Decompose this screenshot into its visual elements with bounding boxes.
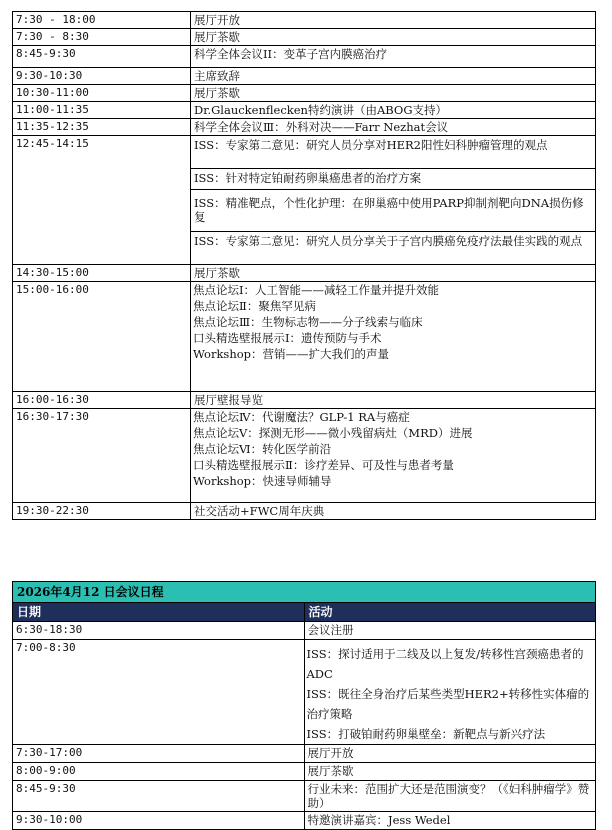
activity-cell: 科学全体会议Ⅲ：外科对决——Farr Nezhat会议 bbox=[191, 119, 596, 136]
table-row bbox=[13, 640, 596, 745]
column-header-activity: 活动 bbox=[304, 603, 596, 622]
forum-session: 口头精选壁报展示I：遗传预防与手术 bbox=[193, 331, 382, 345]
iss-sessions-cell bbox=[191, 136, 596, 265]
activity-cell: 展厅茶歇 bbox=[304, 763, 596, 781]
table-row bbox=[13, 265, 596, 282]
table-row bbox=[13, 392, 596, 409]
time-cell: 11:00-11:35 bbox=[13, 102, 191, 119]
time-cell: 7:00-8:30 bbox=[13, 640, 305, 745]
time-cell: 11:35-12:35 bbox=[13, 119, 191, 136]
activity-cell: 展厅茶歇 bbox=[191, 265, 596, 282]
table-title: 2026年4月12 日会议日程 bbox=[13, 582, 596, 603]
iss-session: ISS：专家第二意见：研究人员分享关于子宫内膜癌免疫疗法最佳实践的观点 bbox=[194, 234, 583, 248]
table-row bbox=[13, 503, 596, 520]
forum-session: Workshop：营销——扩大我们的声量 bbox=[193, 347, 390, 361]
time-cell: 7:30-17:00 bbox=[13, 745, 305, 763]
time-cell: 10:30-11:00 bbox=[13, 85, 191, 102]
time-cell: 15:00-16:00 bbox=[13, 282, 191, 392]
activity-cell: 行业未来：范围扩大还是范围演变？（《妇科肿瘤学》赞助） bbox=[304, 781, 596, 812]
forum-session: 焦点论坛Ⅲ：生物标志物——分子线索与临床 bbox=[193, 315, 423, 329]
schedule-table-day2 bbox=[12, 581, 596, 830]
time-cell: 12:45-14:15 bbox=[13, 136, 191, 265]
table-row bbox=[13, 622, 596, 640]
forum-session: Workshop：快速导师辅导 bbox=[193, 474, 332, 488]
forum-session: 焦点论坛V：探测无形——微小残留病灶（MRD）进展 bbox=[193, 426, 473, 440]
forum-session: 焦点论坛Ⅳ：代谢魔法？GLP-1 RA与癌症 bbox=[193, 410, 410, 424]
table-row bbox=[13, 136, 596, 265]
time-cell: 9:30-10:30 bbox=[13, 68, 191, 85]
iss-session: ISS：针对特定铂耐药卵巢癌患者的治疗方案 bbox=[191, 169, 595, 190]
table-title-row bbox=[13, 582, 596, 603]
activity-cell: 社交活动+FWC周年庆典 bbox=[191, 503, 596, 520]
iss-session: ISS：打破铂耐药卵巢壁垒：新靶点与新兴疗法 bbox=[306, 727, 546, 741]
iss-session: ISS：专家第二意见：研究人员分享对HER2阳性妇科肿瘤管理的观点 bbox=[191, 136, 595, 169]
time-cell: 7:30 - 18:00 bbox=[13, 12, 191, 29]
time-cell: 8:00-9:00 bbox=[13, 763, 305, 781]
time-cell: 8:45-9:30 bbox=[13, 46, 191, 68]
table-row bbox=[13, 409, 596, 503]
time-cell: 19:30-22:30 bbox=[13, 503, 191, 520]
forum-sessions-cell bbox=[191, 282, 596, 392]
iss-sessions-cell bbox=[304, 640, 596, 745]
forum-session: 焦点论坛Ⅱ：聚焦罕见病 bbox=[193, 299, 316, 313]
table-header-row bbox=[13, 603, 596, 622]
table-row bbox=[13, 781, 596, 812]
column-header-date: 日期 bbox=[13, 603, 305, 622]
activity-cell: 展厅壁报导览 bbox=[191, 392, 596, 409]
activity-cell: 会议注册 bbox=[304, 622, 596, 640]
activity-cell: Dr.Glauckenflecken特约演讲（由ABOG支持） bbox=[191, 102, 596, 119]
forum-session: 焦点论坛I：人工智能——减轻工作量并提升效能 bbox=[193, 283, 440, 297]
forum-session: 口头精选壁报展示Ⅱ：诊疗差异、可及性与患者考量 bbox=[193, 458, 454, 472]
table-row bbox=[13, 102, 596, 119]
activity-cell: 科学全体会议II：变革子宫内膜癌治疗 bbox=[191, 46, 596, 68]
table-row bbox=[13, 763, 596, 781]
time-cell: 9:30-10:00 bbox=[13, 812, 305, 830]
activity-cell: 主席致辞 bbox=[191, 68, 596, 85]
table-row bbox=[13, 12, 596, 29]
forum-session: 焦点论坛Ⅵ：转化医学前沿 bbox=[193, 442, 332, 456]
iss-session: ISS：既往全身治疗后某些类型HER2+转移性实体瘤的治疗策略 bbox=[306, 687, 590, 721]
activity-cell: 展厅开放 bbox=[191, 12, 596, 29]
time-cell: 6:30-18:30 bbox=[13, 622, 305, 640]
activity-cell: 特邀演讲嘉宾：Jess Wedel bbox=[304, 812, 596, 830]
forum-sessions-cell bbox=[191, 409, 596, 503]
table-row bbox=[13, 68, 596, 85]
table-row bbox=[13, 29, 596, 46]
activity-cell: 展厅茶歇 bbox=[191, 29, 596, 46]
iss-session: ISS：探讨适用于二线及以上复发/转移性宫颈癌患者的ADC bbox=[306, 647, 584, 681]
table-row bbox=[13, 282, 596, 392]
table-row bbox=[13, 812, 596, 830]
iss-session: ISS：精准靶点，个性化护理：在卵巢癌中使用PARP抑制剂靶向DNA损伤修复 bbox=[191, 190, 595, 232]
time-cell: 16:30-17:30 bbox=[13, 409, 191, 503]
time-cell: 7:30 - 8:30 bbox=[13, 29, 191, 46]
table-row bbox=[13, 46, 596, 68]
table-row bbox=[13, 119, 596, 136]
activity-cell: 展厅茶歇 bbox=[191, 85, 596, 102]
time-cell: 8:45-9:30 bbox=[13, 781, 305, 812]
table-row bbox=[13, 745, 596, 763]
time-cell: 16:00-16:30 bbox=[13, 392, 191, 409]
time-cell: 14:30-15:00 bbox=[13, 265, 191, 282]
table-row bbox=[13, 85, 596, 102]
activity-cell: 展厅开放 bbox=[304, 745, 596, 763]
schedule-table-day1 bbox=[12, 11, 596, 520]
